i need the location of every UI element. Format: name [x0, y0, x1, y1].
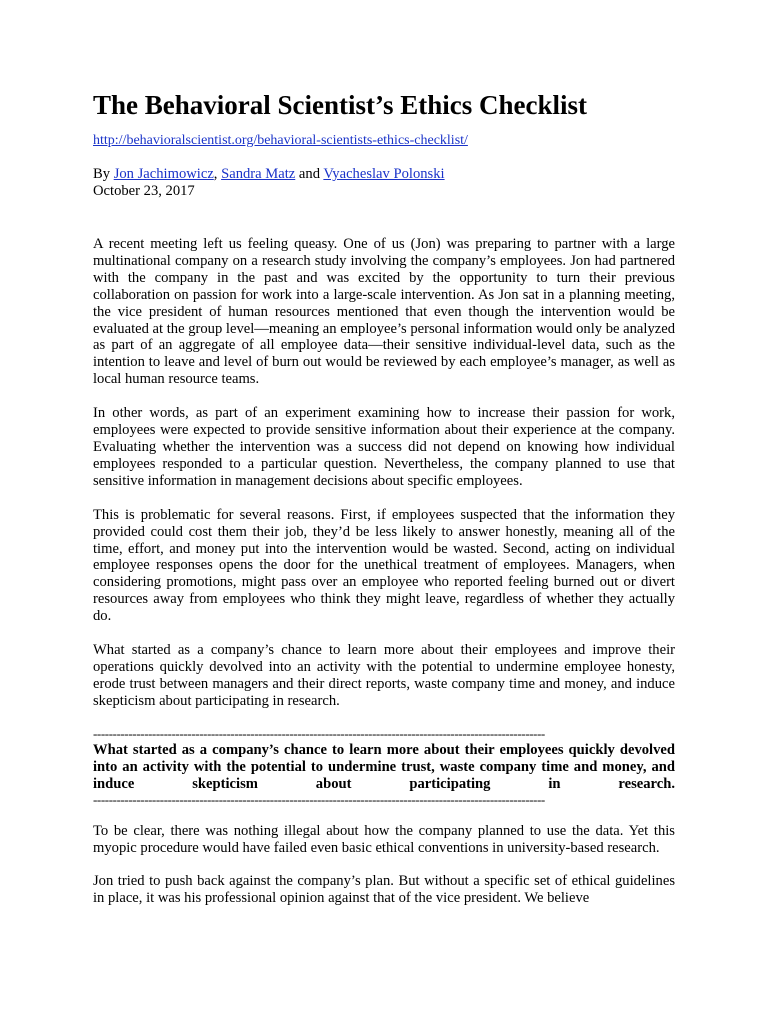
- author-link-sandra-matz[interactable]: Sandra Matz: [221, 166, 296, 182]
- byline-separator: ,: [213, 166, 222, 182]
- pull-quote-rule-top: -------------------------------------------------------------------------------------------------------------------: [93, 726, 545, 740]
- pull-quote-text: What started as a company’s chance to learn more about their employees quickly devolved into an activity with the potential to undermine trust, waste company time and money, and induce skepticism about participating in research.: [93, 741, 675, 792]
- author-link-jon-jachimowicz[interactable]: Jon Jachimowicz: [113, 166, 214, 182]
- paragraph-4: What started as a company’s chance to learn more about their employees and improve their operations quickly devolved into an activity with the potential to undermine employee honesty, erode trust between managers and their direct reports, waste company time and money, and induce skepticism about participating in research.: [93, 642, 675, 709]
- pull-quote-rule-bottom: -------------------------------------------------------------------------------------------------------------------: [93, 792, 545, 806]
- paragraph-1: A recent meeting left us feeling queasy. One of us (Jon) was preparing to partner with a large multinational company on a research study involving the company’s employees. Jon had partnered with the company in the past and was excited by the opportunity to turn their previous collaboration on passion for work into a large-scale intervention. As Jon sat in a planning meeting, the vice president of human resources mentioned that even though the intervention would be evaluated at the group level—meaning an employee’s personal information would only be analyzed as part of an aggregate of all employee data—their sensitive individual-level data, such as the intention to leave and level of burn out would be reviewed by each employee’s manager, as well as local human resource teams.: [93, 236, 675, 388]
- byline-prefix: By: [93, 166, 114, 182]
- document-title: The Behavioral Scientist’s Ethics Checklist: [93, 90, 588, 120]
- paragraph-2: In other words, as part of an experiment examining how to increase their passion for work, employees were expected to provide sensitive information about their experience at the company. Evaluating whether the intervention was a success did not depend on knowing how individual employees responded to a particular question. Nevertheless, the company planned to use that sensitive information in management decisions about specific employees.: [93, 405, 675, 489]
- byline-conjunction: and: [295, 166, 324, 182]
- pull-quote: [93, 727, 675, 806]
- paragraph-5: To be clear, there was nothing illegal about how the company planned to use the data. Yet this myopic procedure would have failed even basic ethical conventions in university-based research.: [93, 822, 675, 856]
- publication-date: October 23, 2017: [93, 183, 195, 199]
- source-url-link[interactable]: http://behavioralscientist.org/behavioral-scientists-ethics-checklist/: [93, 133, 468, 148]
- byline: [93, 166, 675, 183]
- document-page: [93, 88, 675, 924]
- author-link-vyacheslav-polonski[interactable]: Vyacheslav Polonski: [323, 166, 445, 182]
- paragraph-3: This is problematic for several reasons. First, if employees suspected that the information they provided could cost them their job, they’d be less likely to answer honestly, meaning all of the time, effort, and money put into the intervention would be wasted. Second, acting on individual employee responses opens the door for the unethical treatment of employees. Managers, when considering promotions, might pass over an employee who reported feeling burned out or divert resources away from employees who think they might leave, regardless of whether they actually do.: [93, 506, 675, 625]
- paragraph-6: Jon tried to push back against the company’s plan. But without a specific set of ethical guidelines in place, it was his professional opinion against that of the vice president. We believe: [93, 873, 675, 907]
